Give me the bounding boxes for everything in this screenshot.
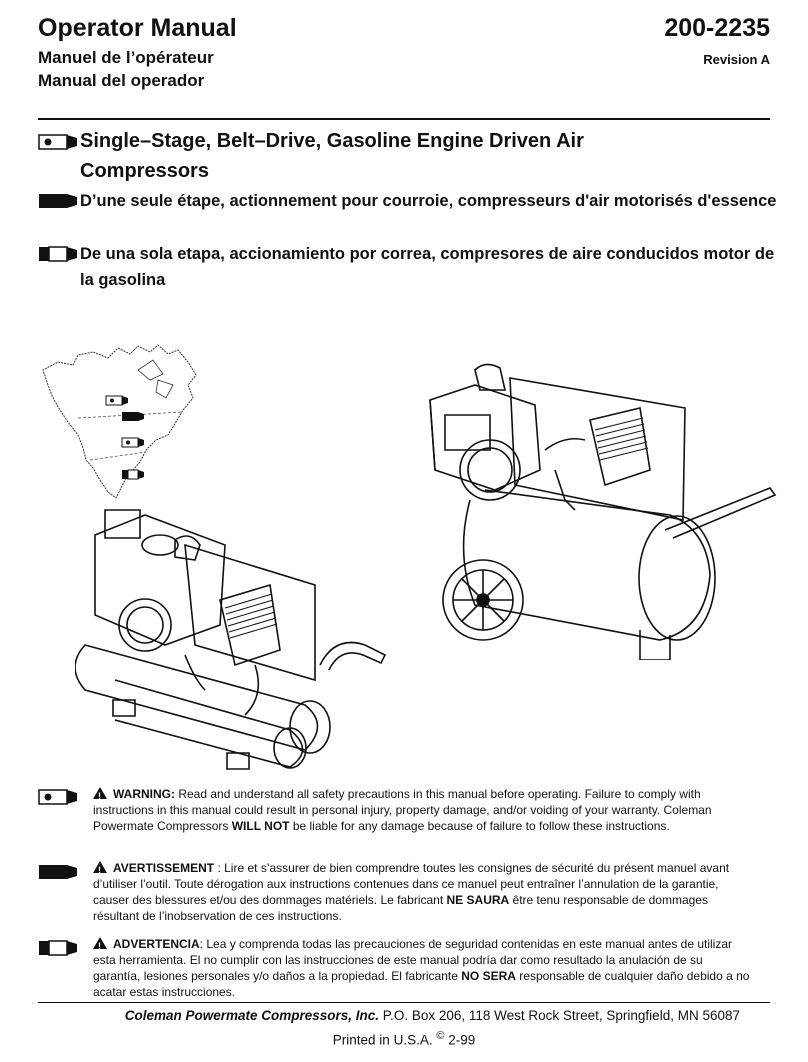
warning-icon [93, 861, 107, 873]
document-number: 200-2235 [664, 14, 770, 42]
warning-fr [93, 860, 753, 924]
french-flag-icon [38, 193, 78, 209]
warning-label-es: ADVERTENCIA [113, 937, 200, 951]
english-flag-icon [38, 789, 78, 805]
large-compressor-illustration [415, 360, 780, 660]
warning-emphasis-es: NO SERA [461, 969, 516, 983]
revision: Revision A [703, 52, 770, 67]
warning-text-en: Read and understand all safety precautions in this manual before operating. Failure to comply with instructions in this manual could result in personal injury, property damage, and/or voiding of your warranty. Coleman Powermate Compressors [93, 787, 712, 833]
warning-icon [93, 937, 107, 949]
spanish-flag-icon [38, 940, 78, 956]
french-flag-icon [38, 864, 78, 880]
warning-text-es-end: responsable de cualquier daño debido a no acatar estas instrucciones. [93, 969, 750, 999]
heading-es: De una sola etapa, accionamiento por correa, compresores de aire conducidos motor de la gasolina [80, 245, 775, 289]
warning-es [93, 936, 753, 1000]
header-rule [38, 118, 770, 120]
warning-text-en-end: be liable for any damage because of failure to follow these instructions. [289, 819, 670, 833]
title-en: Operator Manual [38, 14, 237, 42]
warning-en [93, 786, 753, 834]
copyright-symbol: © [436, 1030, 445, 1042]
title-fr: Manuel de l’opérateur [38, 48, 214, 67]
warning-emphasis-fr: NE SAURA [446, 893, 510, 907]
warning-text-fr: : Lire et s’assurer de bien comprendre toutes les consignes de sécurité du présent manuel avant d’utiliser l’outil. Toute dérogation aux instructions contenues dans ce manuel peut entraîner l’annulation de la garantie, causer des blessures et/ou des dommages matériels. Le fabricant [93, 861, 730, 907]
print-date: 2-99 [444, 1032, 476, 1048]
warning-label-en: WARNING: [113, 787, 175, 801]
warning-text-es: : Lea y comprenda todas las precauciones de seguridad contenidas en este manual antes de utilizar esta herramienta. El no cumplir con las instrucciones de este manual podría dar como resultado la anulación de su garantía, lesiones personales y/o daños a la propiedad. El fabricante [93, 937, 733, 983]
small-compressor-illustration [75, 505, 395, 775]
warning-label-fr: AVERTISSEMENT [113, 861, 215, 875]
address: P.O. Box 206, 118 West Rock Street, Springfield, MN 56087 [379, 1008, 740, 1023]
spanish-flag-icon [38, 246, 78, 262]
printed-in: Printed in U.S.A. [332, 1032, 437, 1048]
title-es: Manual del operador [38, 71, 205, 90]
footer-rule [38, 1002, 770, 1003]
footer-address [80, 1008, 740, 1023]
heading-fr: D’une seule étape, actionnement pour courroie, compresseurs d'air motorisés d'essence [80, 192, 777, 210]
english-flag-icon [38, 134, 78, 150]
company-name: Coleman Powermate Compressors, Inc. [124, 1008, 380, 1023]
heading-en: Single–Stage, Belt–Drive, Gasoline Engine Driven Air Compressors [80, 130, 584, 182]
warning-icon [93, 787, 107, 799]
warning-text-fr-end: être tenu responsable de dommages résultant de l’inobservation de ces instructions. [93, 893, 708, 923]
warning-emphasis-en: WILL NOT [231, 819, 290, 833]
footer-printed [0, 1030, 808, 1048]
north-america-map [38, 340, 213, 500]
